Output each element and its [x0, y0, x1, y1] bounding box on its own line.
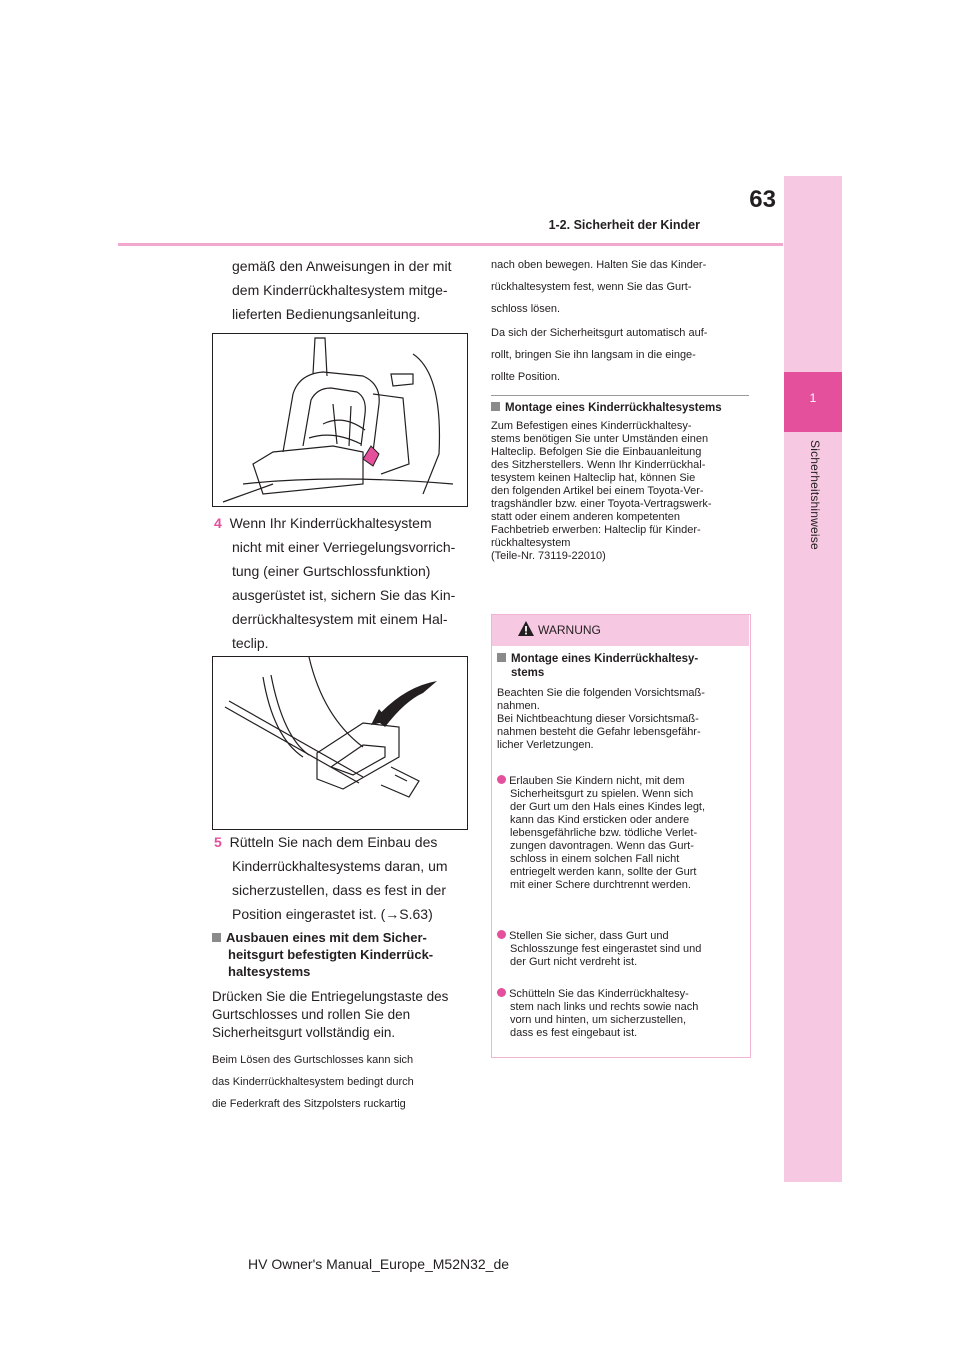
intro-text	[232, 254, 482, 326]
text-line: der Gurt um den Hals eines Kindes legt,	[510, 801, 706, 813]
note-continuation	[491, 254, 756, 320]
bullet-dot-icon	[497, 775, 506, 784]
locking-clip-drawing	[213, 657, 467, 829]
footer-text: HV Owner's Manual_Europe_M52N32_de	[248, 1256, 510, 1272]
text-line: (Teile-Nr. 73119-22010)	[491, 550, 606, 562]
text-line: schloss in einem solchen Fall nicht	[510, 853, 680, 865]
text-line: schloss lösen.	[491, 303, 561, 315]
text-line: Fachbetrieb erwerben: Halteclip für Kinder-	[491, 524, 701, 536]
text-line: licher Verletzungen.	[497, 739, 594, 751]
text-line: Beachten Sie die folgenden Vorsichtsmaß-	[497, 687, 705, 699]
warning-heading	[497, 652, 743, 680]
text-line: Gurtschlosses und rollen Sie den	[212, 1007, 411, 1022]
text-line: derrückhaltesystem mit einem Hal-	[232, 611, 448, 627]
child-seat-illustration	[212, 333, 468, 507]
text-line: Sicherheitsgurt vollständig ein.	[212, 1025, 396, 1040]
text-line: rollte Position.	[491, 371, 561, 383]
warning-bullet-1	[497, 775, 747, 892]
text-line: stem nach links und rechts sowie nach	[510, 1001, 699, 1013]
text-line: heitsgurt befestigten Kinderrück-	[228, 947, 434, 962]
mount-body	[491, 420, 756, 563]
text-line: Rütteln Sie nach dem Einbau des	[229, 834, 438, 850]
text-line: ausgerüstet ist, sichern Sie das Kin-	[232, 587, 456, 603]
child-seat-drawing	[213, 334, 467, 506]
text-line: Zum Befestigen eines Kinderrückhaltesy-	[491, 420, 692, 432]
warning-intro	[497, 687, 747, 752]
text-line: rollt, bringen Sie ihn langsam in die einge-	[491, 349, 696, 361]
warning-bullet-2	[497, 930, 747, 969]
chapter-sidebar	[784, 176, 842, 1182]
text-line: Erlauben Sie Kindern nicht, mit dem	[509, 775, 685, 787]
locking-clip-illustration	[212, 656, 468, 830]
step-5	[214, 830, 474, 926]
text-line: rückhaltesystem fest, wenn Sie das Gurt-	[491, 281, 692, 293]
section-title: 1-2. Sicherheit der Kinder	[548, 218, 700, 232]
text-line: Position eingerastet ist. (→S.63)	[232, 906, 433, 922]
text-line: den folgenden Artikel bei einem Toyota-Ver-	[491, 485, 704, 497]
text-line: haltesystems	[228, 964, 311, 979]
bullet-dot-icon	[497, 930, 506, 939]
text-line: Kinderrückhaltesystems daran, um	[232, 858, 448, 874]
text-line: nicht mit einer Verriegelungsvorrich-	[232, 539, 456, 555]
text-line: Schütteln Sie das Kinderrückhaltesy-	[509, 988, 689, 1000]
removal-note	[212, 1049, 477, 1115]
text-line: Montage eines Kinderrückhaltesy-	[511, 653, 699, 665]
header-divider	[118, 243, 783, 246]
removal-body	[212, 988, 477, 1042]
step-4	[214, 511, 474, 655]
text-line: die Federkraft des Sitzpolsters ruckartig	[212, 1098, 406, 1110]
text-line: tragshändler bzw. einer Toyota-Vertragswerk-	[491, 498, 712, 510]
text-line: nahmen besteht die Gefahr lebensgefähr-	[497, 726, 701, 738]
text-line: Stellen Sie sicher, dass Gurt und	[509, 930, 669, 942]
text-line: tesystem keinen Halteclip hat, können Sie	[491, 472, 696, 484]
text-line: stems	[511, 667, 545, 679]
warning-triangle-icon	[517, 620, 535, 637]
text-line: tung (einer Gurtschlossfunktion)	[232, 563, 431, 579]
square-bullet-icon	[212, 933, 221, 942]
step-number: 4	[214, 515, 222, 531]
removal-heading	[212, 929, 474, 980]
text-line: Montage eines Kinderrückhaltesystems	[505, 402, 722, 414]
warning-title: WARNUNG	[538, 623, 601, 637]
text-line: rückhaltesystem	[491, 537, 571, 549]
text-line: dem Kinderrückhaltesystem mitge-	[232, 282, 448, 298]
page-number: 63	[749, 186, 776, 213]
mount-heading	[491, 402, 756, 414]
text-line: der Gurt nicht verdreht ist.	[510, 956, 638, 968]
chapter-label: Sicherheitshinweise	[808, 440, 822, 550]
text-line: sicherzustellen, dass es fest in der	[232, 882, 446, 898]
note-retract	[491, 322, 756, 388]
text-line: nahmen.	[497, 700, 540, 712]
text-line: statt oder einem anderen kompetenten	[491, 511, 680, 523]
text-line: Wenn Ihr Kinderrückhaltesystem	[229, 515, 432, 531]
section-divider	[491, 395, 749, 396]
text-line: das Kinderrückhaltesystem bedingt durch	[212, 1076, 414, 1088]
text-line: Schlosszunge fest eingerastet sind und	[510, 943, 702, 955]
square-bullet-icon	[497, 653, 506, 662]
text-line: entriegelt werden kann, sollte der Gurt	[510, 866, 697, 878]
warning-bullet-3	[497, 988, 747, 1040]
text-line: zungen davontragen. Wenn das Gurt-	[510, 840, 694, 852]
step-number: 5	[214, 834, 222, 850]
square-bullet-icon	[491, 402, 500, 411]
text-line: Drücken Sie die Entriegelungstaste des	[212, 989, 449, 1004]
text-line: Beim Lösen des Gurtschlosses kann sich	[212, 1054, 414, 1066]
bullet-dot-icon	[497, 988, 506, 997]
text-line: Halteclip. Befolgen Sie die Einbauanleitung	[491, 446, 702, 458]
text-line: stems benötigen Sie unter Umständen einen	[491, 433, 709, 445]
text-line: gemäß den Anweisungen in der mit	[232, 258, 452, 274]
text-line: mit einer Schere durchtrennt werden.	[510, 879, 691, 891]
chapter-number: 1	[809, 391, 817, 405]
text-line: Sicherheitsgurt zu spielen. Wenn sich	[510, 788, 694, 800]
text-line: kann das Kind ersticken oder andere	[510, 814, 690, 826]
text-line: nach oben bewegen. Halten Sie das Kinder-	[491, 259, 707, 271]
text-line: teclip.	[232, 635, 269, 651]
text-line: vorn und hinten, um sicherzustellen,	[510, 1014, 687, 1026]
text-line: lieferten Bedienungsanleitung.	[232, 306, 421, 322]
text-line: Bei Nichtbeachtung dieser Vorsichtsmaß-	[497, 713, 699, 725]
text-line: lebensgefährliche bzw. tödliche Verlet-	[510, 827, 698, 839]
text-line: Ausbauen eines mit dem Sicher-	[226, 930, 427, 945]
text-line: Da sich der Sicherheitsgurt automatisch auf-	[491, 327, 708, 339]
text-line: dass es fest eingebaut ist.	[510, 1027, 638, 1039]
text-line: des Sitzherstellers. Wenn Ihr Kinderrückhal-	[491, 459, 706, 471]
